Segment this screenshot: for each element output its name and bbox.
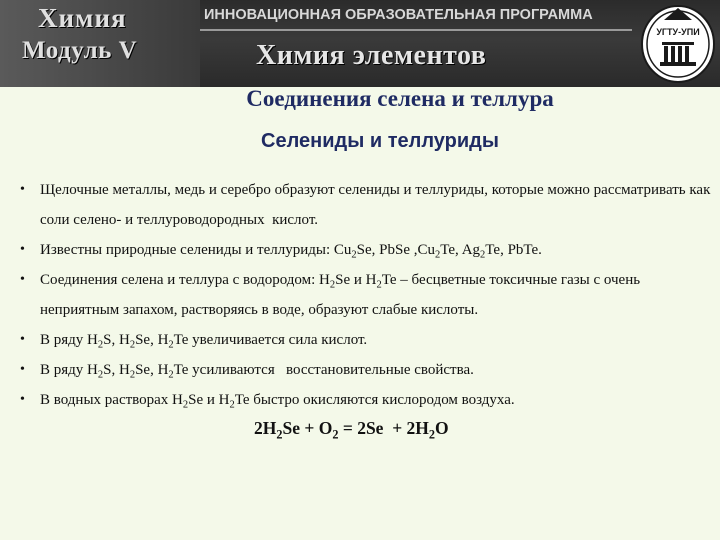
list-item bbox=[20, 235, 716, 265]
bullet-text: Известны природные селениды и теллуриды: $Cu_2Se$, PbSe $,Cu_2Te$, $Ag_2Te$, PbTe. bbox=[40, 242, 542, 261]
university-logo-icon bbox=[640, 4, 716, 84]
slide-title: Соединения селена и теллура bbox=[246, 86, 554, 111]
slide-subtitle: Селениды и теллуриды bbox=[261, 130, 499, 152]
course-title: Химия элементов bbox=[256, 40, 487, 71]
bullet-text: Щелочные металлы, медь и серебро образуют селениды и теллуриды, которые можно рассматривать как соли селено- и теллуроводородных кислот. bbox=[40, 182, 711, 228]
bullet-icon: • bbox=[20, 272, 25, 287]
list-item bbox=[20, 265, 716, 325]
bullet-text: В ряду $H_2S$, $H_2Se$, $H_2Te$ увеличивается сила кислот. bbox=[40, 332, 368, 351]
module-title: Модуль V bbox=[22, 37, 138, 64]
program-title: ИННОВАЦИОННАЯ ОБРАЗОВАТЕЛЬНАЯ ПРОГРАММА bbox=[204, 7, 593, 23]
subject-title: Химия bbox=[38, 3, 127, 33]
list-item bbox=[20, 355, 716, 385]
bullet-icon: • bbox=[20, 182, 25, 197]
list-item bbox=[20, 175, 716, 235]
list-item bbox=[20, 385, 716, 415]
bullet-icon: • bbox=[20, 332, 25, 347]
bullet-text: В ряду $H_2S$, $H_2Se$, $H_2Te$ усиливаются восстановительные свойства. bbox=[40, 362, 474, 381]
bullet-list bbox=[20, 175, 716, 415]
list-item bbox=[20, 325, 716, 355]
bullet-text: В водных растворах $H_2Se$ и $H_2Te$ быстро окисляются кислородом воздуха. bbox=[40, 392, 515, 411]
bullet-text: Соединения селена и теллура с водородом: $H_2Se$ и $H_2Te$ – бесцветные токсичные газы с очень неприятным запахом, растворяясь в воде, образуют слабые кислоты. bbox=[40, 272, 641, 318]
bullet-icon: • bbox=[20, 242, 25, 257]
reaction-equation: $2H_2Se + O_2 = 2Se + 2H_2O$ bbox=[254, 418, 449, 442]
bullet-icon: • bbox=[20, 392, 25, 407]
header-banner bbox=[0, 0, 720, 87]
bullet-icon: • bbox=[20, 362, 25, 377]
logo-text: УГТУ-УПИ bbox=[656, 27, 700, 37]
header-divider bbox=[200, 29, 632, 31]
